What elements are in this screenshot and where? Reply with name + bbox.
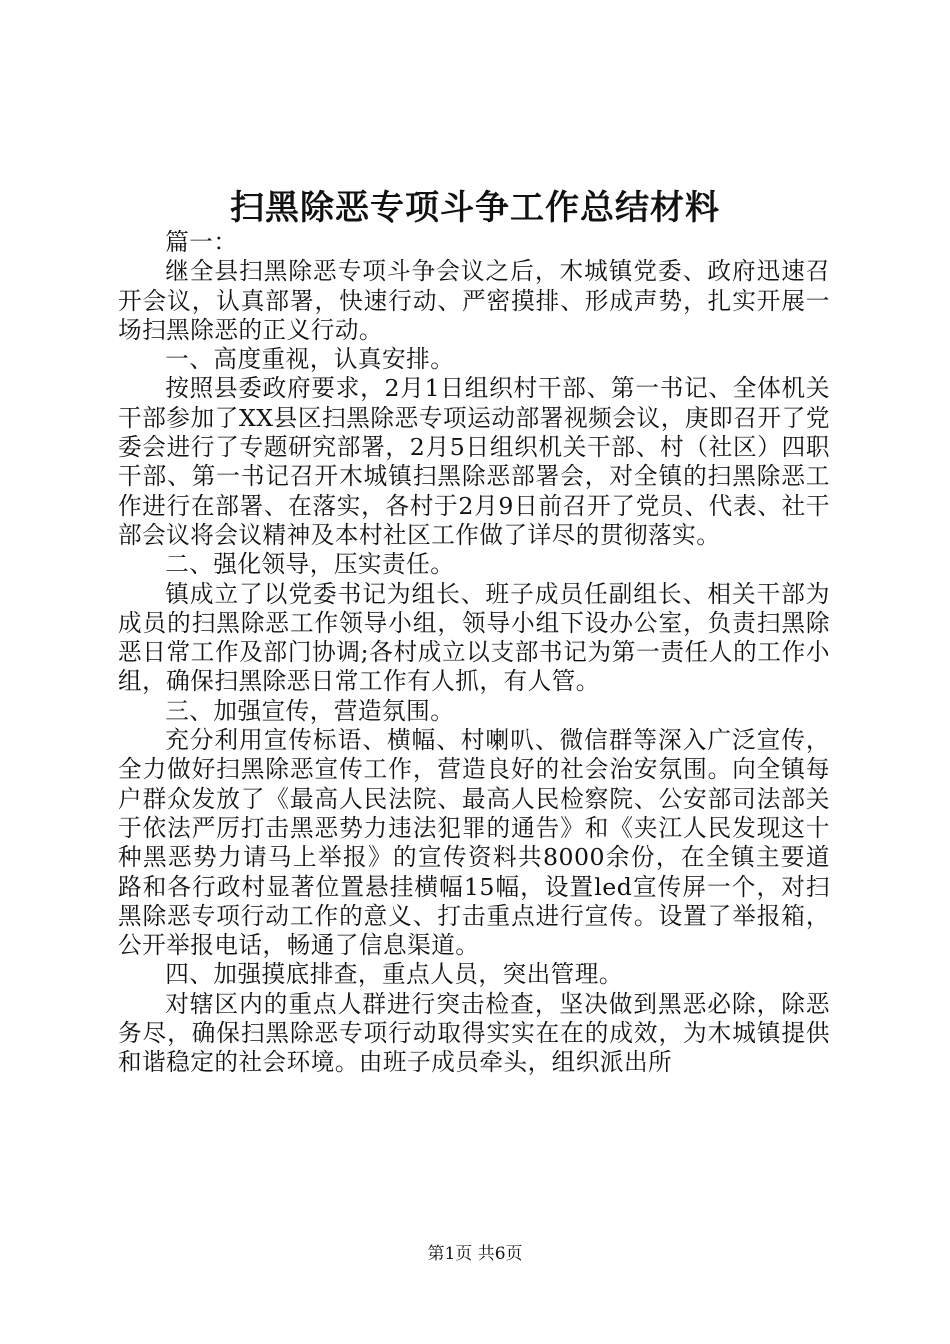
heading-one: 一、高度重视，认真安排。	[165, 345, 455, 374]
paragraph-section-label: 篇一：	[165, 228, 238, 256]
heading-three: 三、加强宣传，营造氛围。	[165, 696, 455, 725]
paragraph-one: 按照县委政府要求，2月1日组织村干部、第一书记、全体机关干部参加了XX县区扫黑除恶专项运动部署视频会议，庚即召开了党委会进行了专题研究部署，2月5日组织机关干部、村（社区）四职干部、第一书记召开木城镇扫黑除恶部署会，对全镇的扫黑除恶工作进行在部署、在落实，各村于2月9日前召开了党员、代表、社干部会议将会议精神及本村社区工作做了详尽的贯彻落实。	[118, 374, 830, 549]
paragraph-intro: 继全县扫黑除恶专项斗争会议之后，木城镇党委、政府迅速召开会议，认真部署，快速行动、严密摸排、形成声势，扎实开展一场扫黑除恶的正义行动。	[118, 257, 830, 344]
document-body	[118, 228, 830, 1078]
heading-four: 四、加强摸底排查，重点人员，突出管理。	[165, 960, 623, 989]
paragraph-four: 对辖区内的重点人群进行突击检查，坚决做到黑恶必除，除恶务尽，确保扫黑除恶专项行动取得实实在在的成效，为木城镇提供和谐稳定的社会环境。由班子成员牵头，组织派出所	[118, 989, 830, 1077]
paragraph-three: 充分利用宣传标语、横幅、村喇叭、微信群等深入广泛宣传，全力做好扫黑除恶宣传工作，营造良好的社会治安氛围。向全镇每户群众发放了《最高人民法院、最高人民检察院、公安部司法部关于依法严厉打击黑恶势力违法犯罪的通告》和《夹江人民发现这十种黑恶势力请马上举报》的宣传资料共8000余份，在全镇主要道路和各行政村显著位置悬挂横幅15幅，设置led宣传屏一个，对扫黑除恶专项行动工作的意义、打击重点进行宣传。设置了举报箱，公开举报电话，畅通了信息渠道。	[118, 726, 830, 960]
page-number-footer: 第1页 共6页	[427, 1244, 523, 1264]
paragraph-two: 镇成立了以党委书记为组长、班子成员任副组长、相关干部为成员的扫黑除恶工作领导小组，领导小组下设办公室，负责扫黑除恶日常工作及部门协调;各村成立以支部书记为第一责任人的工作小组，确保扫黑除恶日常工作有人抓，有人管。	[118, 579, 830, 696]
document-title: 扫黑除恶专项斗争工作总结材料	[230, 188, 720, 228]
heading-two: 二、强化领导，压实责任。	[165, 550, 455, 579]
